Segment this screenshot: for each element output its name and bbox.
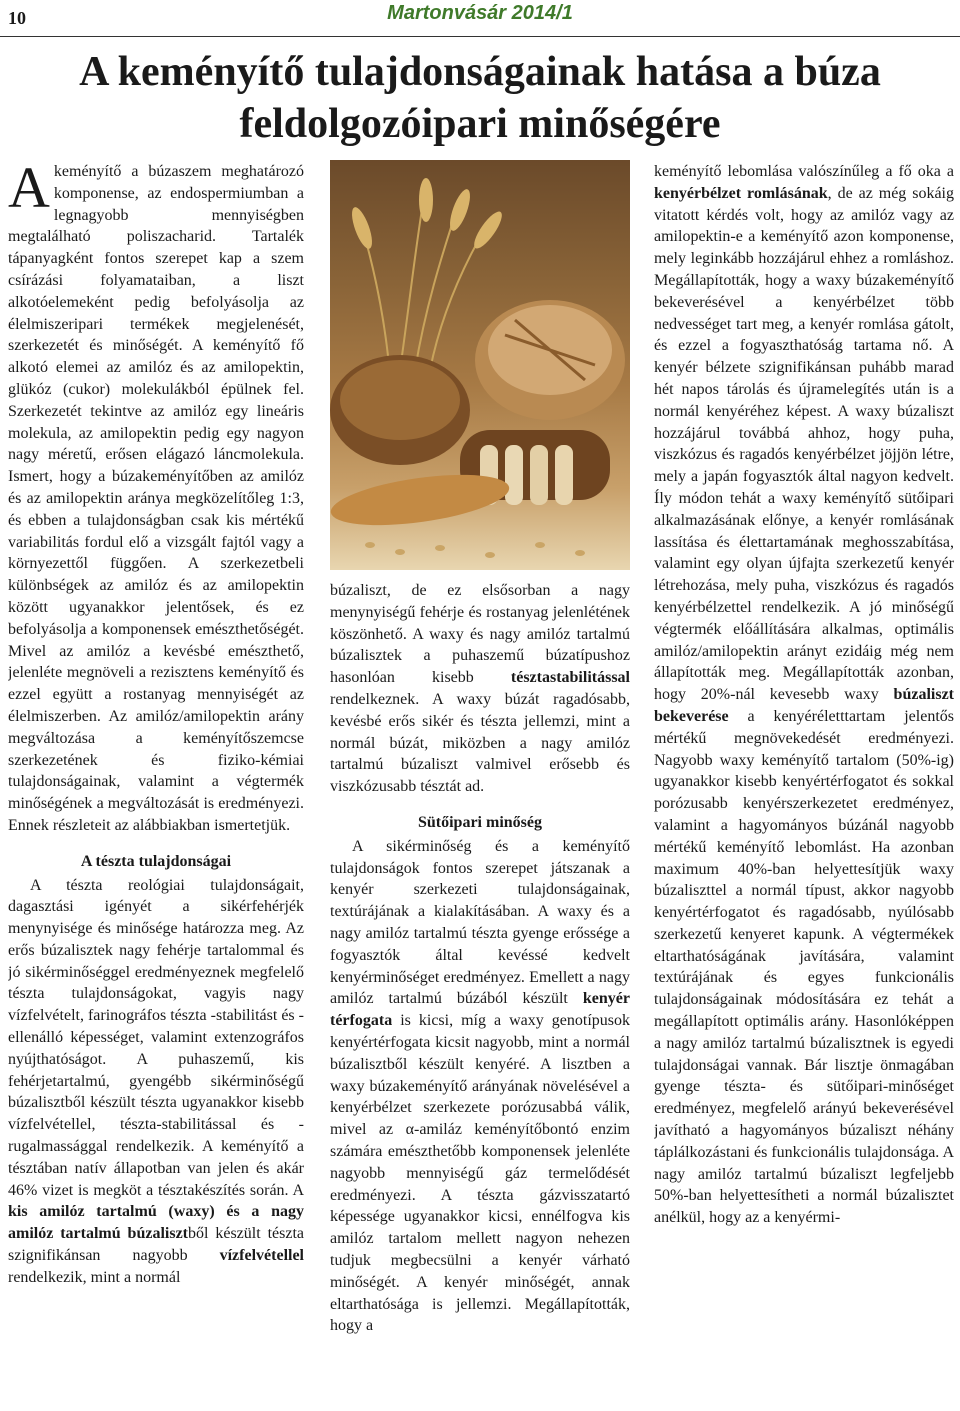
text-run: is kicsi, míg a waxy genotípusok kenyértérfogata kicsit nagyobb, mint a normál búzalisztből készült kenyéré. A lisztben a waxy búzakeményítő arányának növelésével a kenyérbélzet szerkezete porózusabbá válik, mivel az α-amiláz keményítőbontó enzim számára emészthetőbb komponensek jelenléte nagyobb mennyiségű gáz termelődését eredményezi. A tészta gázvisszatartó képessége ugyanakkor kicsi, ennélfogva kis amilóz tartalom mellett nagyon nehezen tudjuk megbecsülni a kenyér várható minőségét. A kenyér minőségét, annak eltarthatósága is jellemzi. Megállapították, hogy a: [330, 1012, 630, 1335]
wheat-ears-icon: [348, 178, 506, 252]
bread-illustration: [330, 160, 630, 570]
text-run: ből készült tészta szignifikánsan nagyobb: [8, 1225, 304, 1265]
intro-paragraph: [8, 161, 304, 837]
bold-run: kis amilóz tartalmú (waxy) és a nagy amilóz tartalmú búzaliszt: [8, 1203, 304, 1243]
header-rule: [0, 36, 960, 37]
column-1: [8, 161, 304, 1407]
text-run: búzaliszt, de ez elsősorban a nagy menynyiségű fehérje és rostanyag jelenlétének köszönhető. A waxy és nagy amilóz tartalmú búzalisztek a puhaszemű búzatípushoz hasonlóan kisebb: [330, 582, 630, 687]
bold-run: kenyér térfogata: [330, 990, 630, 1030]
intro-text: keményítő a búzaszem meghatározó komponense, az endospermiumban a legnagyobb mennyiségben megtalálható poliszacharid. Tartalék tápanyagként fontos szerepet kap a szem csírázási folyamataiban, a liszt alkotóelemeként pedig befolyásolja az élelmiszeripari termékek megjelenését, szerkezetét és minőségét. A keményítő fő alkotó elemei az amilóz és az amilopektin, glükóz (cukor) molekulákból épülnek fel. Szerkezetét tekintve az amilóz egy lineáris molekula, az amilopektin pedig egy nagyon nagy méretű, erősen elágazó láncmolekula. Ismert, hogy a búzakeményítőben az amilóz és az amilopektin aránya megközelítőleg 1:3, és ebben a tulajdonságban csak kis mértékű variabilitás fordul elő a vizsgált fajtól vagy a környezettől függően. A szerkezetbeli különbségek az amilóz és az amilopektin között ugyanakkor jelentősek, és ez befolyásolja a komponensek emészthetőségét. Mivel az amilóz a kevésbé emészthető, jelenléte megnöveli a rezisztens keményítő és ezzel együtt a rostanyag mennyiségét az élelmiszerben. Az amilóz/amilopektin arány megváltozása a keményítőszemcse szerkezetének és fiziko-kémiai tulajdonságainak, valamint a végtermék minőségének a megváltozását is eredményezi. Ennek részleteit az alábbiakban ismertetjük.: [8, 163, 304, 834]
subhead-baking: Sütőipari minőség: [417, 813, 542, 831]
column-3: [654, 161, 954, 1407]
article-title: A keményítő tulajdonságainak hatása a búza feldolgozóipari minőségére: [79, 49, 881, 147]
col3-paragraph: [654, 161, 954, 1229]
bread-photo: [330, 160, 630, 570]
text-run: A tészta reológiai tulajdonságait, dagasztási igényét a sikérfehérjék menynyisége és minősége határozza meg. Az erős búzalisztek nagy fehérje tartalommal és jó sikérminőséggel eredményeznek megfelelő tészta tulajdonságokat, vagyis nagy vízfelvételt, farinográfos tészta -stabilitást és -ellenálló képességet, valamint extenzográfos nyújthatóságot. A puhaszemű, kis fehérjetartalmú, gyengébb sikérminőségű búzalisztből készült tészta ugyanakkor kisebb vízfelvétellel, tészta-stabilitással és -rugalmassággal rendelkezik. A keményítő a tésztában natív állapotban van jelen és akár 46% vizet is megköt a tésztakészítés során. A: [8, 876, 304, 1199]
col2-paragraph-1: [330, 580, 630, 798]
grain-scatter-icon: [365, 542, 585, 558]
text-run: , de az még sokáig vitatott kérdés volt, hogy az amilóz vagy az amilopektin-e a keményítő azon komponense, mely leginkább hozzájárul ehhez a romláshoz. Megállapították, hogy a waxy búzakeményítő bekeverésével a kenyérbélzet több nedvességet tart meg, a kenyér romlása gátolt, és ezzel a fogyaszthatóság tartama nő. A kenyér bélzete szignifikánsan puhább marad hét napos tárolás és újramelegítés után is a normál kenyéréhez képest. A waxy búzaliszt hozzájárul továbbá ahhoz, hogy puha, viszkózus és ragadós kenyérbélzet jöjjön létre, mely a japán fogyasztók által nagyon kedvelt. Íly módon tehát a waxy keményítő sütőipari alkalmazásának előnye, a kenyér romlásának lassítása és élettartamának meghosszabítása, valamint egy olyan újfajta szerkezetű kenyér létrehozása, mely puha, viszkózus és ragadós kenyérbélzettel rendelkezik. A jó minőségű végtermék előállítására alkalmas, optimális amilóz/amilopektin arányt ezidáig még nem állapították meg. Megállapították azonban, hogy 20%-nál kevesebb waxy: [654, 184, 954, 704]
page-number: 10: [8, 8, 26, 28]
drop-cap: A: [8, 161, 50, 220]
bold-run: tésztastabilitással: [510, 669, 630, 687]
text-run: rendelkeznek. A waxy búzát ragadósabb, kevésbé erős sikér és tészta jellemzi, mint a normál búzát, miközben a nagy amilóz tartalmú búzaliszt valmivel erősebb és viszkózusabb tésztát ad.: [330, 690, 630, 796]
subhead-dough: A tészta tulajdonságai: [80, 852, 232, 870]
text-run: A sikérminőség és a keményítő tulajdonságok fontos szerepet játszanak a kenyér szerkezeti tulajdonságainak, textúrájának a kialakításában. A waxy és a nagy amilóz tartalmú tészta gyenge erőssége a fogyasztók által kevéssé kedvelt kenyérminőséget eredményez. Emellett a nagy amilóz tartalmú búzából készült: [330, 837, 630, 1008]
column-2: [330, 580, 630, 1407]
text-run: a kenyéréletttartam jelentős mértékű megnövekedését eredményezi. Nagyobb waxy keményítő tartalom (50%-ig) ugyanakkor kisebb kenyértérfogatot és sokkal porózusabb kenyérszerkezetet eredményez, valamint a hagyományos búzánál nagyobb mértékű keményítő lebomlást. Ha azonban maximum 40%-ban helyettesítjük waxy búzaliszttel a normál típust, akkor nagyobb kenyértérfogatot és ragadósabb, nyúlósabb szerkezetű kenyeret kapunk. A végtermékek eltarthatóságának javítására, valamint textúrájának és egyes funkcionális tulajdonságainak módosítására ez tehát a megállapított optimális arány. Hasonlóképpen a nagy amilóz tartalmú búzalisztnek is egyedi tulajdonságai vannak. Bár lisztje önmagában gyenge tészta- és sütőipari-minőséget eredményez, megfelelő arányú bekeverésével javítható a hagyományos búzaliszt néhány táplálkozástani és funkcionális tulajdonsága. A nagy amilóz tartalmú búzaliszt legfeljebb 50%-ban helyettesítheti a normál búzalisztet anélkül, hogy az a kenyérmi-: [654, 707, 954, 1227]
baking-paragraph: [330, 836, 630, 1337]
bold-run: kenyérbélzet romlásának: [654, 184, 828, 202]
dough-paragraph: [8, 875, 304, 1289]
text-run: rendelkezik, mint a normál: [8, 1268, 181, 1286]
bold-run: vízfelvétellel: [219, 1247, 304, 1265]
bold-run: búzaliszt bekeverése: [654, 686, 954, 725]
text-run: keményítő lebomlása valószínűleg a fő oka a: [654, 163, 954, 180]
running-head: Martonvásár 2014/1: [387, 2, 573, 24]
